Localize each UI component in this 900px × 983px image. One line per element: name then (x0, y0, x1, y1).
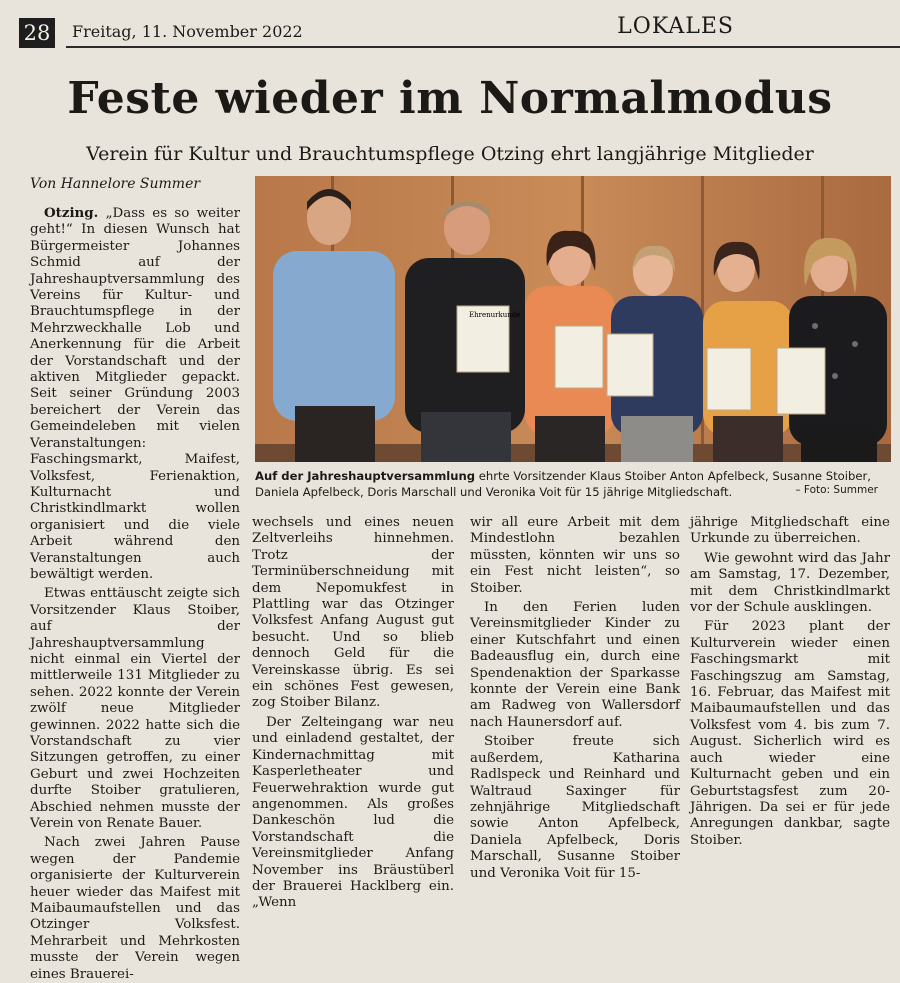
text-column-3 (470, 515, 680, 882)
page-header (0, 0, 900, 52)
photo-credit: – Foto: Summer (795, 484, 878, 496)
page-number: 28 (19, 18, 55, 48)
paragraph: Für 2023 plant der Kulturverein wieder einen Faschingsmarkt mit Faschingszug am Samstag, 16. Februar, das Maifest mit Maibaumaufstellen und das Volksfest vom 4. bis zum 7. August. Sicherlich wird es auch wieder eine Kulturnacht geben und ein Geburtstagsfest zum 20-Jährigen. Da sei er für jede Anregungen dankbar, sagte Stoiber. (690, 619, 890, 848)
paragraph: Stoiber freute sich außerdem, Katharina Radlspeck und Reinhard und Waltraud Saxinger für zehnjährige Mitgliedschaft sowie Anton Apfelbeck, Daniela Apfelbeck, Doris Marschall, Susanne Stoiber und Veronika Voit für 15- (470, 734, 680, 881)
text-column-4 (690, 515, 890, 849)
paragraph: Nach zwei Jahren Pause wegen der Pandemie organisierte der Kulturverein heuer wieder das Maifest mit Maibaumaufstellen und das Otzinger Volksfest. Mehrarbeit und Mehrkosten musste der Verein wegen eines Brauerei- (30, 835, 240, 982)
certificate-label: Ehrenurkunde (469, 311, 521, 319)
paragraph: Etwas enttäuscht zeigte sich Vorsitzender Klaus Stoiber, auf der Jahreshauptversammlung nicht einmal ein Viertel der mittlerweile 131 Mitglieder zu sehen. 2022 konnte der Verein zwölf neue Mitglieder gewinnen. 2022 hatte sich die Vorstandschaft zu vier Sitzungen getroffen, zu einer Geburt und zwei Hochzeiten durfte Stoiber gratulieren, Abschied nehmen musste der Verein von Renate Bauer. (30, 586, 240, 832)
caption-text: ehrte Vorsitzender Klaus Stoiber Anton Apfelbeck, Susanne Stoiber, Daniela Apfelbeck, Doris Marschall und Veronika Voit für 15 jährige Mitgliedschaft. (255, 469, 871, 499)
issue-date: Freitag, 11. November 2022 (72, 22, 303, 41)
text-column-1 (30, 205, 240, 983)
header-rule (66, 46, 900, 48)
paragraph: wechsels und eines neuen Zeltverleihs hinnehmen. Trotz der Terminüberschneidung mit dem Nepomukfest in Plattling war das Otzinger Volksfest Anfang August gut besucht. Und so blieb dennoch Geld für die Vereinskasse übrig. Es sei ein schönes Fest gewesen, zog Stoiber Bilanz. (252, 515, 454, 711)
group-photo-illustration (255, 176, 891, 462)
paragraph: jährige Mitgliedschaft eine Urkunde zu überreichen. (690, 515, 890, 547)
article-subheadline: Verein für Kultur und Brauchtumspflege Otzing ehrt langjährige Mitglieder (86, 143, 814, 165)
paragraph-text: „Dass es so weiter geht!“ In diesen Wunsch hat Bürgermeister Johannes Schmid auf der Jahreshauptversammlung des Vereins für Kultur- und Brauchtumspflege in der Mehrzweckhalle Lob und Anerkennung für die Arbeit der Vorstandschaft und der aktiven Mitglieder gepackt. Seit seiner Gründung 2003 bereichert der Verein das Gemeindeleben mit vielen Veranstaltungen: Faschingsmarkt, Maifest, Volksfest, Ferienaktion, Kulturnacht und Christkindlmarkt wollen organisiert und die viele Arbeit während den Veranstaltungen auch bewältigt werden. (30, 206, 240, 582)
article-headline: Feste wieder im Normalmodus (67, 73, 833, 124)
paragraph: wir all eure Arbeit mit dem Mindestlohn bezahlen müssten, könnten wir uns so ein Fest nicht leisten“, so Stoiber. (470, 515, 680, 596)
group-photo (255, 176, 891, 462)
article-byline: Von Hannelore Summer (30, 176, 201, 192)
dateline-location: Otzing. (44, 205, 99, 221)
paragraph: Wie gewohnt wird das Jahr am Samstag, 17. Dezember, mit dem Christkindlmarkt vor der Schule ausklingen. (690, 550, 890, 616)
paragraph (30, 205, 240, 583)
paragraph: In den Ferien luden Vereinsmitglieder Kinder zu einer Kutschfahrt und einen Badeausflug ein, durch eine Spendenaktion der Sparkasse konnte der Verein eine Bank am Radweg von Wallersdorf nach Haunersdorf auf. (470, 600, 680, 730)
paragraph: Der Zelteingang war neu und einladend gestaltet, der Kindernachmittag mit Kasperletheater und Feuerwehraktion wurde gut angenommen. Als großes Dankeschön lud die Vorstandschaft die Vereinsmitglieder Anfang November ins Bräustüberl der Brauerei Hacklberg ein. „Wenn (252, 714, 454, 911)
caption-lead: Auf der Jahreshauptversammlung (255, 469, 476, 483)
text-column-2 (252, 515, 454, 912)
section-title: LOKALES (617, 14, 734, 39)
